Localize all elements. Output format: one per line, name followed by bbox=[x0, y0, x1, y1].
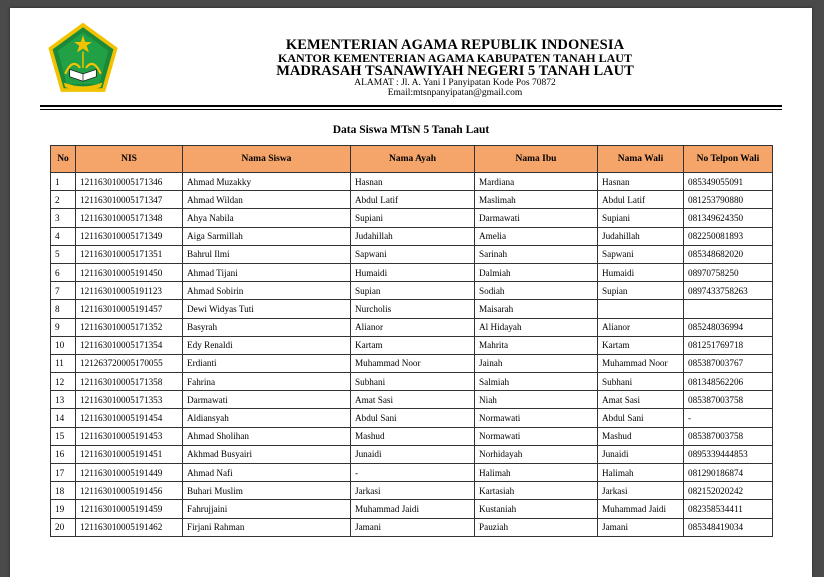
cell-mother-name: Sarinah bbox=[475, 245, 598, 263]
cell-guardian-name: Muhammad Jaidi bbox=[598, 500, 684, 518]
cell-mother-name: Kartasiah bbox=[475, 482, 598, 500]
column-header-no: No bbox=[51, 146, 76, 173]
cell-nis: 121163010005171353 bbox=[76, 391, 183, 409]
cell-mother-name: Sodiah bbox=[475, 282, 598, 300]
table-row bbox=[51, 354, 773, 372]
column-header-nis: NIS bbox=[76, 146, 183, 173]
cell-father-name: Muhammad Jaidi bbox=[351, 500, 475, 518]
cell-father-name: Junaidi bbox=[351, 445, 475, 463]
cell-guardian-phone: 085348682020 bbox=[684, 245, 773, 263]
cell-father-name: Hasnan bbox=[351, 173, 475, 191]
cell-no: 17 bbox=[51, 464, 76, 482]
letterhead bbox=[130, 38, 780, 98]
school-name: MADRASAH TSANAWIYAH NEGERI 5 TANAH LAUT bbox=[276, 63, 634, 79]
cell-mother-name: Kustaniah bbox=[475, 500, 598, 518]
cell-nis: 121163010005191454 bbox=[76, 409, 183, 427]
column-header-mother-name: Nama Ibu bbox=[475, 146, 598, 173]
cell-student-name: Ahmad Wildan bbox=[183, 191, 351, 209]
table-row bbox=[51, 245, 773, 263]
cell-father-name: Humaidi bbox=[351, 263, 475, 281]
cell-no: 3 bbox=[51, 209, 76, 227]
cell-guardian-phone: 081348562206 bbox=[684, 373, 773, 391]
table-row bbox=[51, 373, 773, 391]
cell-guardian-phone: 082358534411 bbox=[684, 500, 773, 518]
cell-guardian-name: Jarkasi bbox=[598, 482, 684, 500]
cell-no: 7 bbox=[51, 282, 76, 300]
cell-student-name: Darmawati bbox=[183, 391, 351, 409]
cell-no: 11 bbox=[51, 354, 76, 372]
cell-no: 10 bbox=[51, 336, 76, 354]
table-row bbox=[51, 209, 773, 227]
cell-guardian-name: Abdul Latif bbox=[598, 191, 684, 209]
cell-guardian-phone: 085348419034 bbox=[684, 518, 773, 536]
table-row bbox=[51, 300, 773, 318]
cell-no: 5 bbox=[51, 245, 76, 263]
cell-guardian-name: Abdul Sani bbox=[598, 409, 684, 427]
cell-guardian-phone: 085248036994 bbox=[684, 318, 773, 336]
cell-nis: 121163010005191449 bbox=[76, 464, 183, 482]
cell-student-name: Fahrina bbox=[183, 373, 351, 391]
cell-guardian-phone: 085387003767 bbox=[684, 354, 773, 372]
cell-student-name: Aiga Sarmillah bbox=[183, 227, 351, 245]
cell-nis: 121163010005171358 bbox=[76, 373, 183, 391]
cell-nis: 121163010005191450 bbox=[76, 263, 183, 281]
cell-guardian-name: Amat Sasi bbox=[598, 391, 684, 409]
cell-mother-name: Dalmiah bbox=[475, 263, 598, 281]
cell-nis: 121163010005171346 bbox=[76, 173, 183, 191]
cell-nis: 121163010005191453 bbox=[76, 427, 183, 445]
cell-guardian-phone: - bbox=[684, 409, 773, 427]
cell-guardian-name: Subhani bbox=[598, 373, 684, 391]
cell-guardian-name: Supiani bbox=[598, 209, 684, 227]
table-row bbox=[51, 445, 773, 463]
cell-guardian-phone: 081253790880 bbox=[684, 191, 773, 209]
cell-no: 19 bbox=[51, 500, 76, 518]
table-row bbox=[51, 518, 773, 536]
cell-guardian-phone: 085387003758 bbox=[684, 391, 773, 409]
viewer-scrollbar[interactable] bbox=[812, 0, 824, 577]
document-page bbox=[10, 8, 812, 577]
column-header-father-name: Nama Ayah bbox=[351, 146, 475, 173]
cell-father-name: - bbox=[351, 464, 475, 482]
cell-nis: 121163010005191459 bbox=[76, 500, 183, 518]
cell-no: 9 bbox=[51, 318, 76, 336]
cell-guardian-name bbox=[598, 300, 684, 318]
cell-father-name: Kartam bbox=[351, 336, 475, 354]
cell-mother-name: Pauziah bbox=[475, 518, 598, 536]
table-row bbox=[51, 409, 773, 427]
cell-mother-name: Salmiah bbox=[475, 373, 598, 391]
cell-father-name: Nurcholis bbox=[351, 300, 475, 318]
cell-no: 4 bbox=[51, 227, 76, 245]
cell-guardian-phone bbox=[684, 300, 773, 318]
cell-nis: 121263720005170055 bbox=[76, 354, 183, 372]
cell-nis: 121163010005191462 bbox=[76, 518, 183, 536]
cell-mother-name: Normawati bbox=[475, 427, 598, 445]
table-row bbox=[51, 500, 773, 518]
cell-student-name: Ahmad Sobirin bbox=[183, 282, 351, 300]
cell-guardian-name: Halimah bbox=[598, 464, 684, 482]
cell-student-name: Ahmad Tijani bbox=[183, 263, 351, 281]
cell-no: 13 bbox=[51, 391, 76, 409]
cell-guardian-name: Muhammad Noor bbox=[598, 354, 684, 372]
cell-guardian-name: Judahillah bbox=[598, 227, 684, 245]
cell-student-name: Edy Renaldi bbox=[183, 336, 351, 354]
cell-guardian-phone: 081290186874 bbox=[684, 464, 773, 482]
cell-nis: 121163010005171347 bbox=[76, 191, 183, 209]
document-title: Data Siswa MTsN 5 Tanah Laut bbox=[332, 124, 490, 136]
cell-father-name: Supiani bbox=[351, 209, 475, 227]
cell-guardian-phone: 0897433758263 bbox=[684, 282, 773, 300]
cell-guardian-phone: 085387003758 bbox=[684, 427, 773, 445]
cell-guardian-phone: 082250081893 bbox=[684, 227, 773, 245]
viewer-left-margin bbox=[0, 0, 10, 577]
cell-nis: 121163010005171348 bbox=[76, 209, 183, 227]
cell-father-name: Jarkasi bbox=[351, 482, 475, 500]
cell-guardian-phone: 081251769718 bbox=[684, 336, 773, 354]
cell-no: 18 bbox=[51, 482, 76, 500]
cell-mother-name: Mardiana bbox=[475, 173, 598, 191]
cell-no: 15 bbox=[51, 427, 76, 445]
school-address: ALAMAT : Jl. A. Yani I Panyipatan Kode Pos 70872 bbox=[354, 78, 556, 88]
cell-father-name: Jamani bbox=[351, 518, 475, 536]
cell-student-name: Erdianti bbox=[183, 354, 351, 372]
regency-office-name: KANTOR KEMENTERIAN AGAMA KABUPATEN TANAH LAUT bbox=[278, 51, 632, 65]
cell-father-name: Alianor bbox=[351, 318, 475, 336]
cell-father-name: Amat Sasi bbox=[351, 391, 475, 409]
cell-mother-name: Jainah bbox=[475, 354, 598, 372]
cell-student-name: Bahrul Ilmi bbox=[183, 245, 351, 263]
table-row bbox=[51, 464, 773, 482]
cell-mother-name: Norhidayah bbox=[475, 445, 598, 463]
table-row bbox=[51, 336, 773, 354]
viewer-top-bar bbox=[0, 0, 824, 8]
cell-mother-name: Al Hidayah bbox=[475, 318, 598, 336]
table-row bbox=[51, 173, 773, 191]
cell-guardian-phone: 0895339444853 bbox=[684, 445, 773, 463]
cell-student-name: Ahmad Sholihan bbox=[183, 427, 351, 445]
cell-no: 2 bbox=[51, 191, 76, 209]
cell-father-name: Subhani bbox=[351, 373, 475, 391]
cell-student-name: Buhari Muslim bbox=[183, 482, 351, 500]
table-row bbox=[51, 263, 773, 281]
cell-mother-name: Maisarah bbox=[475, 300, 598, 318]
column-header-student-name: Nama Siswa bbox=[183, 146, 351, 173]
cell-nis: 121163010005191123 bbox=[76, 282, 183, 300]
cell-guardian-phone: 082152020242 bbox=[684, 482, 773, 500]
cell-guardian-name: Sapwani bbox=[598, 245, 684, 263]
table-row bbox=[51, 282, 773, 300]
cell-guardian-name: Humaidi bbox=[598, 263, 684, 281]
table-row bbox=[51, 482, 773, 500]
cell-student-name: Akhmad Busyairi bbox=[183, 445, 351, 463]
cell-no: 12 bbox=[51, 373, 76, 391]
column-header-guardian-phone: No Telpon Wali bbox=[684, 146, 773, 173]
cell-mother-name: Halimah bbox=[475, 464, 598, 482]
cell-no: 8 bbox=[51, 300, 76, 318]
cell-nis: 121163010005191456 bbox=[76, 482, 183, 500]
cell-no: 6 bbox=[51, 263, 76, 281]
cell-mother-name: Normawati bbox=[475, 409, 598, 427]
cell-mother-name: Niah bbox=[475, 391, 598, 409]
cell-guardian-phone: 081349624350 bbox=[684, 209, 773, 227]
cell-no: 20 bbox=[51, 518, 76, 536]
cell-nis: 121163010005191451 bbox=[76, 445, 183, 463]
cell-student-name: Basyrah bbox=[183, 318, 351, 336]
cell-nis: 121163010005171352 bbox=[76, 318, 183, 336]
cell-student-name: Dewi Widyas Tuti bbox=[183, 300, 351, 318]
cell-student-name: Ahya Nabila bbox=[183, 209, 351, 227]
cell-guardian-name: Supian bbox=[598, 282, 684, 300]
student-data-table bbox=[50, 145, 773, 537]
cell-guardian-name: Kartam bbox=[598, 336, 684, 354]
cell-mother-name: Amelia bbox=[475, 227, 598, 245]
cell-father-name: Sapwani bbox=[351, 245, 475, 263]
cell-guardian-name: Junaidi bbox=[598, 445, 684, 463]
cell-father-name: Supian bbox=[351, 282, 475, 300]
letterhead-divider bbox=[40, 105, 782, 110]
cell-guardian-name: Alianor bbox=[598, 318, 684, 336]
table-row bbox=[51, 318, 773, 336]
table-header-row bbox=[51, 146, 773, 173]
cell-nis: 121163010005171354 bbox=[76, 336, 183, 354]
table-row bbox=[51, 191, 773, 209]
cell-guardian-name: Hasnan bbox=[598, 173, 684, 191]
cell-student-name: Ahmad Muzakky bbox=[183, 173, 351, 191]
cell-student-name: Aldiansyah bbox=[183, 409, 351, 427]
table-row bbox=[51, 391, 773, 409]
cell-no: 14 bbox=[51, 409, 76, 427]
cell-no: 1 bbox=[51, 173, 76, 191]
cell-student-name: Fahrujjaini bbox=[183, 500, 351, 518]
cell-guardian-name: Jamani bbox=[598, 518, 684, 536]
cell-mother-name: Darmawati bbox=[475, 209, 598, 227]
cell-father-name: Abdul Sani bbox=[351, 409, 475, 427]
cell-student-name: Ahmad Nafi bbox=[183, 464, 351, 482]
table-row bbox=[51, 427, 773, 445]
cell-guardian-name: Mashud bbox=[598, 427, 684, 445]
cell-father-name: Abdul Latif bbox=[351, 191, 475, 209]
cell-nis: 121163010005171351 bbox=[76, 245, 183, 263]
column-header-guardian-name: Nama Wali bbox=[598, 146, 684, 173]
cell-no: 16 bbox=[51, 445, 76, 463]
cell-guardian-phone: 08970758250 bbox=[684, 263, 773, 281]
cell-mother-name: Maslimah bbox=[475, 191, 598, 209]
cell-nis: 121163010005171349 bbox=[76, 227, 183, 245]
cell-father-name: Judahillah bbox=[351, 227, 475, 245]
ministry-name: KEMENTERIAN AGAMA REPUBLIK INDONESIA bbox=[285, 37, 625, 53]
cell-father-name: Muhammad Noor bbox=[351, 354, 475, 372]
school-email: Email:mtsnpanyipatan@gmail.com bbox=[387, 88, 523, 98]
table-row bbox=[51, 227, 773, 245]
cell-father-name: Mashud bbox=[351, 427, 475, 445]
cell-student-name: Firjani Rahman bbox=[183, 518, 351, 536]
ministry-emblem-icon bbox=[46, 22, 120, 96]
cell-nis: 121163010005191457 bbox=[76, 300, 183, 318]
cell-guardian-phone: 085349055091 bbox=[684, 173, 773, 191]
cell-mother-name: Mahrita bbox=[475, 336, 598, 354]
